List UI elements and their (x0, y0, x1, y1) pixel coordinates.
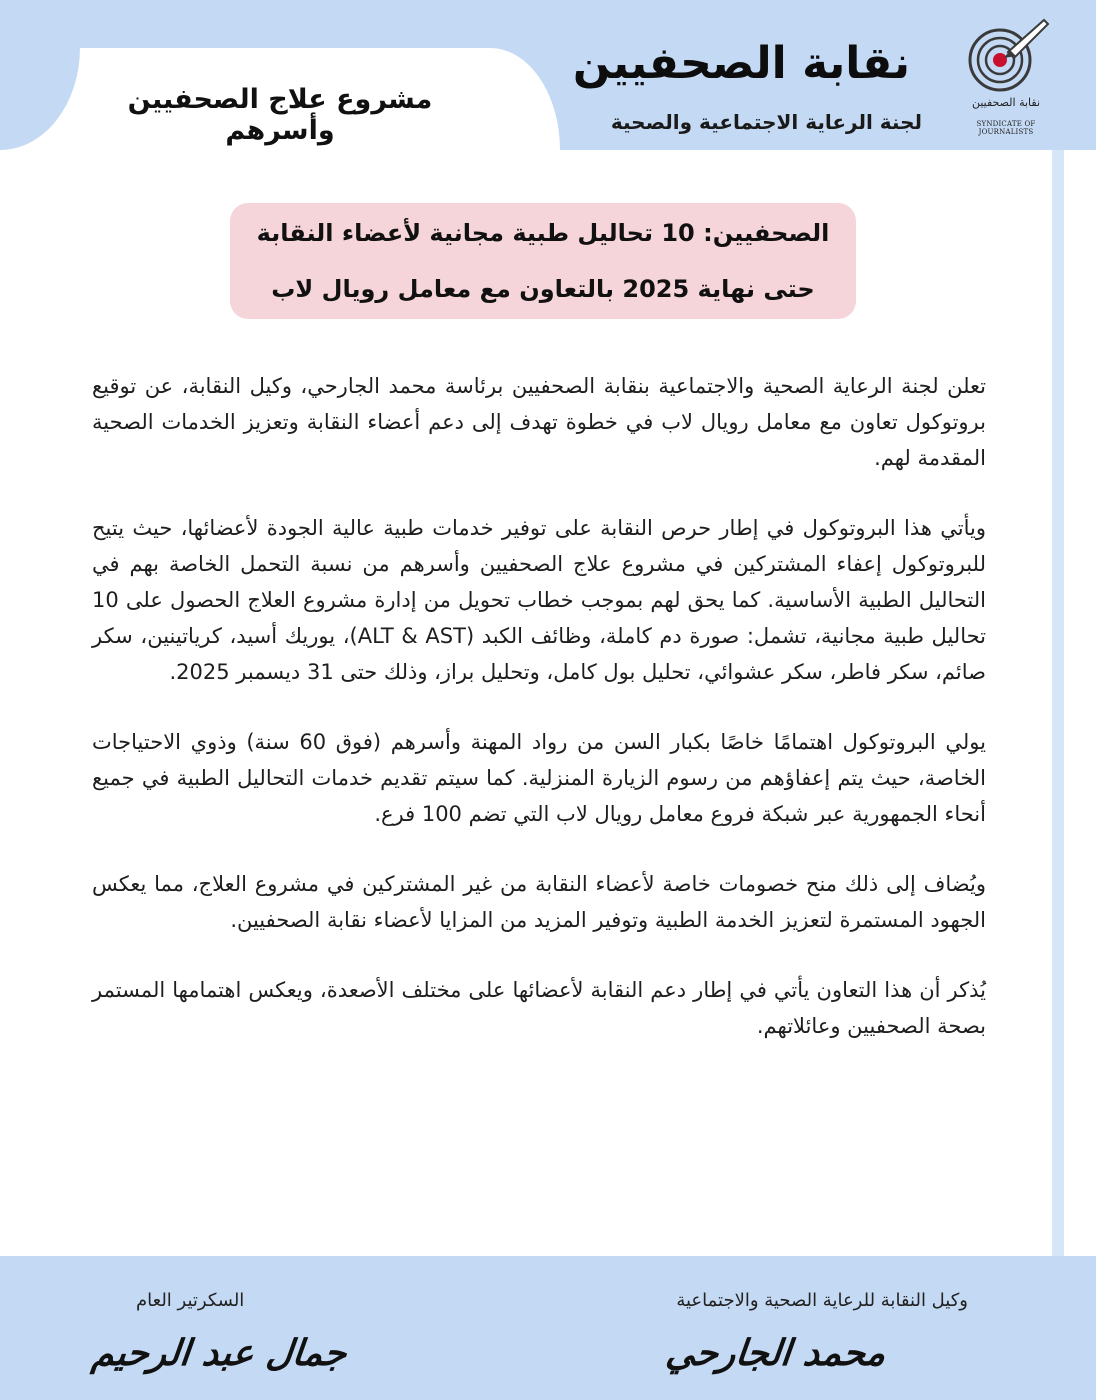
paragraph-conclusion: يُذكر أن هذا التعاون يأتي في إطار دعم النقابة لأعضائها على مختلف الأصعدة، ويعكس اهتمامها المستمر بصحة الصحفيين وعائلاتهم. (92, 978, 986, 1038)
paragraph-elderly-care: يولي البروتوكول اهتمامًا خاصًا بكبار السن من رواد المهنة وأسرهم (فوق 60 سنة) وذوي الاحتياجات الخاصة، حيث يتم إعفاؤهم من رسوم الزيارة المنزلية. كما سيتم تقديم خدمات التحاليل الطبية في جميع أنحاء الجمهورية عبر شبكة فروع معامل رويال لاب التي تضم 100 فرع. (92, 730, 986, 826)
secretary-general-signature: جمال عبد الرحيم (89, 1332, 349, 1374)
syndicate-logo-icon (960, 14, 1052, 132)
logo-caption-english: SYNDICATE OF JOURNALISTS (976, 120, 1036, 136)
paragraph-announcement: تعلن لجنة الرعاية الصحية والاجتماعية بنقابة الصحفيين برئاسة محمد الجارحي، وكيل النقابة، عن توقيع بروتوكول تعاون مع معامل رويال لاب في خطوة تهدف إلى دعم أعضاء النقابة وتعزيز الخدمات الصحية المقدمة لهم. (92, 374, 986, 470)
secretary-general-title: السكرتير العام (136, 1290, 245, 1311)
deputy-signature: محمد الجارحي (664, 1332, 889, 1374)
headline-line-1: الصحفيين: 10 تحاليل طبية مجانية لأعضاء النقابة (256, 219, 830, 247)
paragraph-protocol-details: ويأتي هذا البروتوكول في إطار حرص النقابة على توفير خدمات طبية عالية الجودة لأعضائها، حيث يتيح للبروتوكول إعفاء المشتركين في مشروع علاج الصحفيين وأسرهم من نسبة التحمل الخاصة بهم في التحاليل الطبية الأساسية. كما يحق لهم بموجب خطاب تحويل من إدارة مشروع العلاج الحصول على 10 تحاليل طبية مجانية، تشمل: صورة دم كاملة، وظائف الكبد (ALT & AST)، يوريك أسيد، كرياتينين، سكر صائم، سكر فاطر، سكر عشوائي، تحليل بول كامل، وتحليل براز، وذلك حتى 31 ديسمبر 2025. (92, 516, 986, 684)
paragraph-discounts: ويُضاف إلى ذلك منح خصومات خاصة لأعضاء النقابة من غير المشتركين في مشروع العلاج، مما يعكس الجهود المستمرة لتعزيز الخدمة الطبية وتوفير المزيد من المزايا لأعضاء نقابة الصحفيين. (92, 872, 986, 932)
logo-caption-arabic: نقابة الصحفيين (971, 96, 1041, 109)
article-body (92, 368, 986, 1078)
headline-line-2: حتى نهاية 2025 بالتعاون مع معامل رويال لاب (271, 275, 815, 303)
side-decoration-bar (1052, 150, 1064, 1256)
deputy-title: وكيل النقابة للرعاية الصحية والاجتماعية (676, 1290, 968, 1311)
project-title: مشروع علاج الصحفيين وأسرهم (127, 84, 433, 146)
committee-name: لجنة الرعاية الاجتماعية والصحية (610, 110, 922, 134)
headline-box (230, 203, 856, 319)
union-name: نقابة الصحفيين (572, 38, 910, 89)
footer-band (0, 1256, 1096, 1400)
